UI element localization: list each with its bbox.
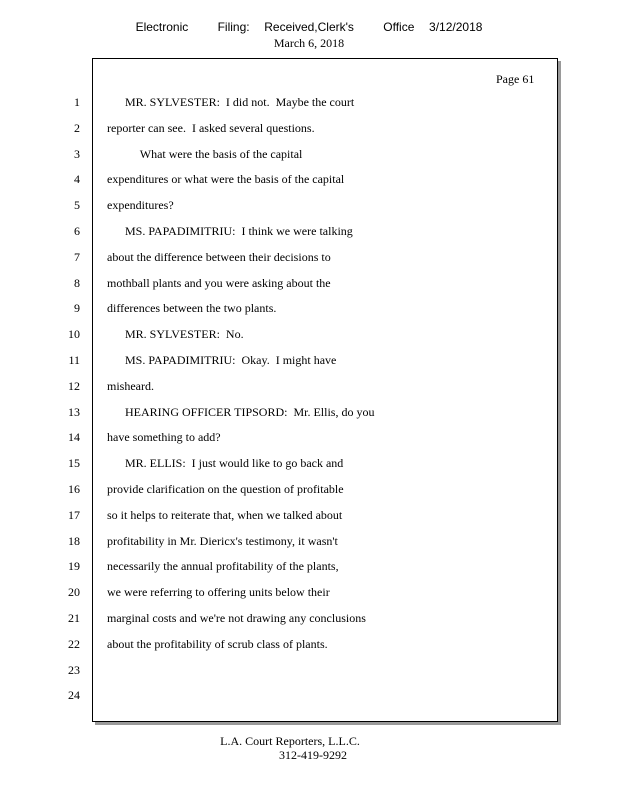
- line-text: HEARING OFFICER TIPSORD: Mr. Ellis, do you: [107, 404, 375, 419]
- line-text: marginal costs and we're not drawing any conclusions: [107, 611, 366, 625]
- line-text: necessarily the annual profitability of the plants,: [107, 559, 339, 574]
- transcript-line: [0, 482, 618, 502]
- line-number: 11: [68, 353, 80, 367]
- line-text: profitability in Mr. Diericx's testimony, it wasn't: [107, 533, 338, 548]
- line-number: 2: [74, 120, 80, 135]
- line-number: 24: [68, 688, 80, 703]
- line-text: mothball plants and you were asking about the: [107, 275, 331, 290]
- line-text: expenditures or what were the basis of the capital: [107, 172, 345, 187]
- transcript-line: [0, 353, 618, 373]
- line-number: 22: [68, 636, 80, 651]
- line-text: about the difference between their decisions to: [107, 249, 331, 264]
- transcript-line: [0, 250, 618, 270]
- line-number: 20: [68, 585, 80, 600]
- line-number: 7: [74, 249, 80, 264]
- transcript-line: [0, 508, 618, 528]
- line-number: 6: [74, 224, 80, 238]
- line-text: about the profitability of scrub class of plants.: [107, 636, 328, 651]
- transcript-line: [0, 611, 618, 631]
- line-text: MR. SYLVESTER: I did not. Maybe the court: [107, 95, 355, 109]
- line-text: have something to add?: [107, 430, 221, 445]
- line-number: 5: [74, 198, 80, 213]
- transcript-line: [0, 147, 618, 167]
- transcript-line: [0, 172, 618, 192]
- transcript-line: [0, 327, 618, 347]
- line-number: 18: [68, 533, 80, 548]
- filing-date: March 6, 2018: [273, 36, 345, 50]
- line-number: 14: [68, 430, 80, 445]
- line-number: 4: [74, 172, 80, 187]
- transcript-line: [0, 585, 618, 605]
- transcript-line: [0, 121, 618, 141]
- line-number: 21: [68, 611, 80, 625]
- footer-company: L.A. Court Reporters, L.L.C.: [220, 734, 360, 748]
- line-number: 10: [68, 327, 80, 342]
- transcript-line: [0, 688, 618, 708]
- transcript-line: [0, 224, 618, 244]
- line-text: MR. SYLVESTER: No.: [107, 327, 244, 342]
- line-number: 16: [68, 482, 80, 496]
- line-text: we were referring to offering units below their: [107, 585, 330, 600]
- transcript-line: [0, 534, 618, 554]
- line-text: MS. PAPADIMITRIU: I think we were talking: [107, 224, 353, 238]
- line-number: 17: [68, 507, 80, 522]
- transcript-line: [0, 456, 618, 476]
- line-text: misheard.: [107, 378, 154, 393]
- transcript-line: [0, 301, 618, 321]
- line-text: MR. ELLIS: I just would like to go back and: [107, 456, 344, 471]
- transcript-line: [0, 379, 618, 399]
- line-text: provide clarification on the question of profitable: [107, 482, 344, 496]
- transcript-line: [0, 430, 618, 450]
- line-number: 13: [68, 404, 80, 419]
- line-number: 19: [68, 559, 80, 574]
- transcript-line: [0, 637, 618, 657]
- line-number: 1: [74, 95, 80, 109]
- filing-stamp: Electronic Filing: Received,Clerk's Office 3/12/2018: [135, 20, 483, 34]
- line-text: expenditures?: [107, 198, 174, 213]
- line-text: MS. PAPADIMITRIU: Okay. I might have: [107, 353, 337, 367]
- line-number: 15: [68, 456, 80, 471]
- transcript-line: [0, 198, 618, 218]
- page-number: Page 61: [496, 72, 535, 86]
- line-number: 3: [74, 146, 80, 161]
- transcript-line: [0, 95, 618, 115]
- transcript-line: [0, 276, 618, 296]
- transcript-line: [0, 663, 618, 683]
- transcript-line: [0, 559, 618, 579]
- footer-phone: 312-419-9292: [279, 748, 347, 762]
- line-text: differences between the two plants.: [107, 301, 277, 316]
- transcript-line: [0, 405, 618, 425]
- line-number: 23: [68, 662, 80, 677]
- line-text: so it helps to reiterate that, when we talked about: [107, 507, 343, 522]
- line-number: 8: [74, 275, 80, 290]
- line-number: 9: [74, 301, 80, 316]
- line-number: 12: [68, 378, 80, 393]
- line-text: reporter can see. I asked several questions.: [107, 120, 315, 135]
- line-text: What were the basis of the capital: [107, 146, 303, 161]
